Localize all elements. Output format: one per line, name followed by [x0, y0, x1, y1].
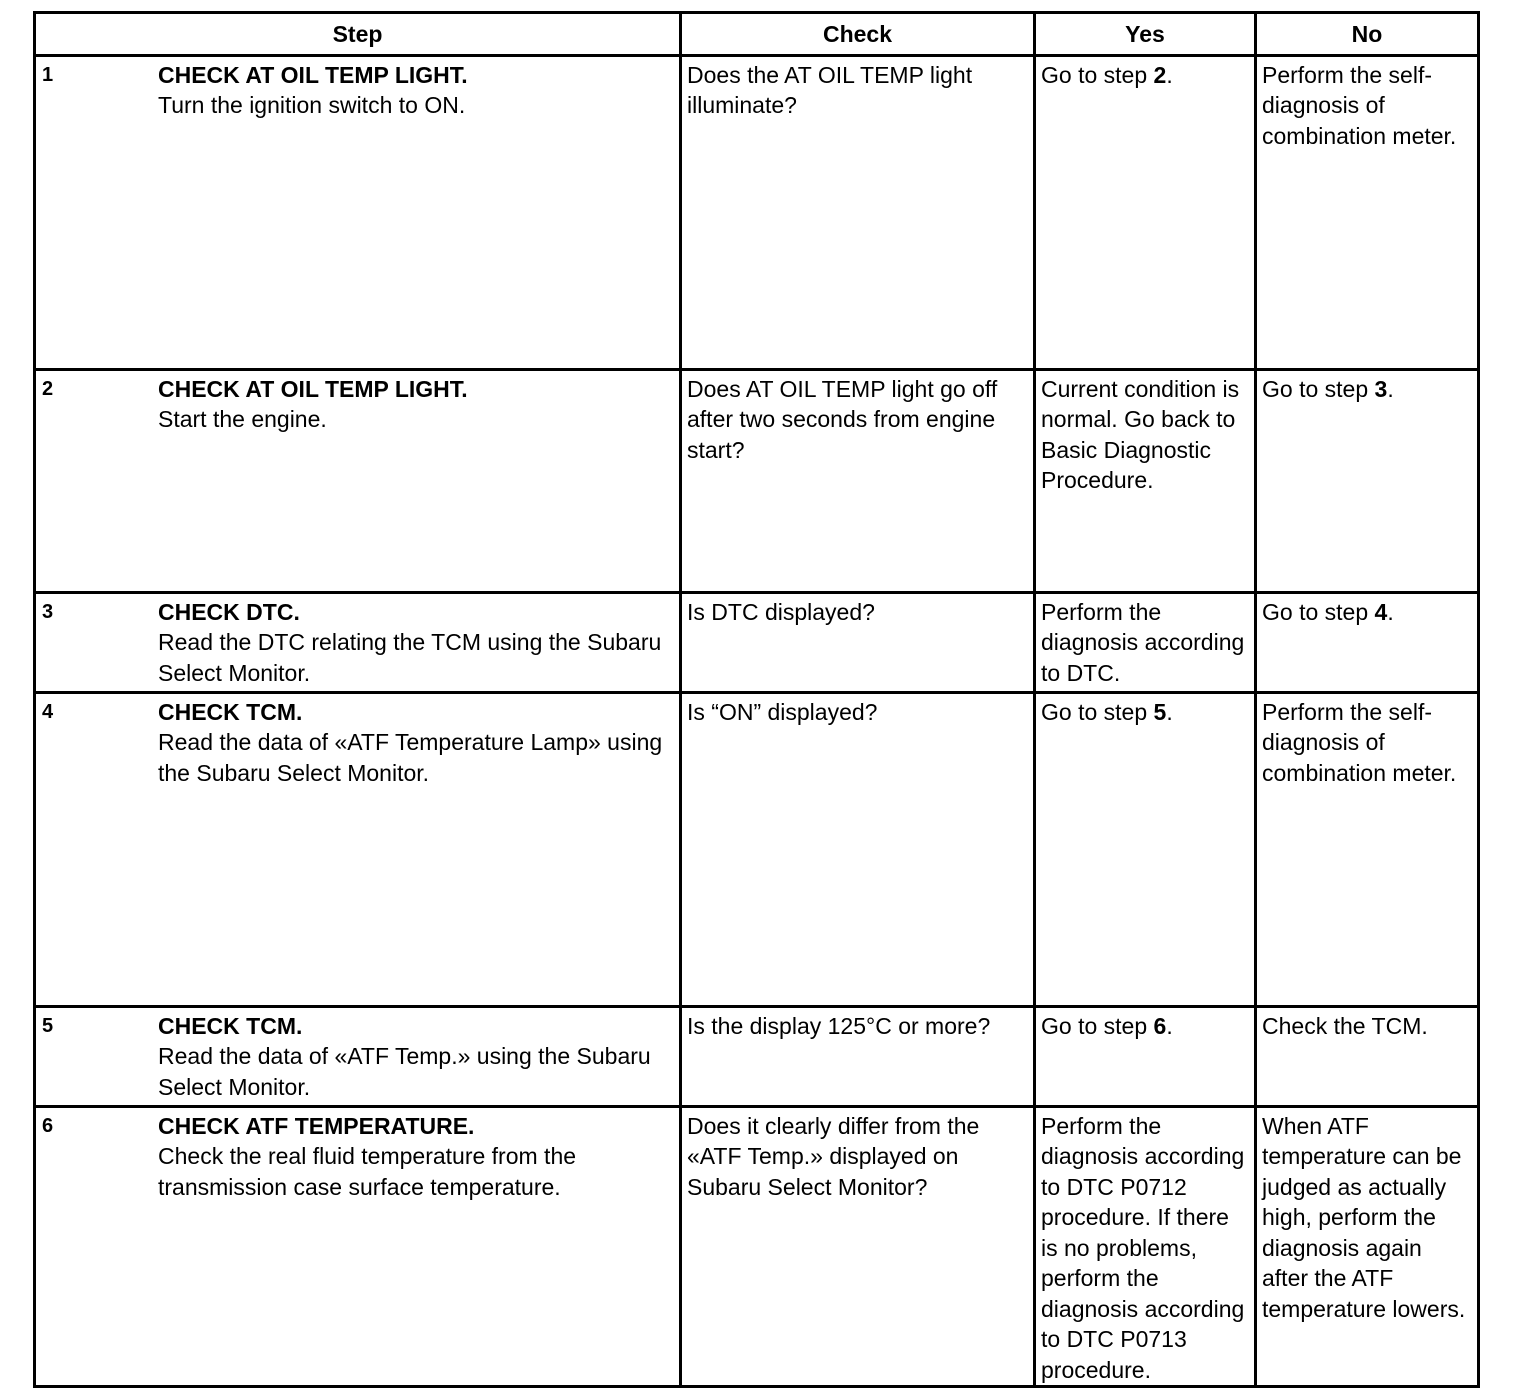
step-cell	[35, 692, 681, 1006]
check-cell: Does AT OIL TEMP light go off after two seconds from engine start?	[681, 369, 1035, 592]
yes-text: Go to step	[1041, 698, 1154, 725]
no-text: Go to step	[1262, 375, 1375, 402]
step-action: Start the engine.	[158, 406, 327, 432]
yes-text: Go to step	[1041, 1012, 1154, 1039]
step-title: CHECK TCM.	[158, 1012, 303, 1039]
no-cell	[1256, 1006, 1479, 1106]
step-number: 5	[42, 1014, 54, 1037]
step-cell	[35, 592, 681, 692]
yes-text: Go to step	[1041, 61, 1154, 88]
step-title: CHECK DTC.	[158, 598, 300, 625]
header-yes: Yes	[1035, 13, 1256, 56]
step-number: 4	[42, 700, 54, 723]
step-action: Check the real fluid temperature from the transmission case surface temperature.	[158, 1143, 577, 1200]
check-cell: Is DTC displayed?	[681, 592, 1035, 692]
yes-step-ref: 5	[1153, 698, 1167, 725]
no-text: Go to step	[1262, 598, 1375, 625]
no-step-ref: 4	[1374, 598, 1388, 625]
step-number: 3	[42, 600, 54, 623]
diagnostic-table	[33, 11, 1480, 1388]
table-row	[35, 1106, 1479, 1387]
yes-step-ref: 6	[1153, 1012, 1167, 1039]
step-title: CHECK AT OIL TEMP LIGHT.	[158, 375, 468, 402]
no-text-end: .	[1387, 375, 1394, 402]
yes-cell	[1035, 1106, 1256, 1387]
step-number: 6	[42, 1114, 54, 1137]
check-cell: Does it clearly differ from the «ATF Temp.» displayed on Subaru Select Monitor?	[681, 1106, 1035, 1387]
table-row	[35, 369, 1479, 592]
step-action: Read the data of «ATF Temperature Lamp» using the Subaru Select Monitor.	[158, 729, 663, 786]
no-text-end: .	[1387, 598, 1394, 625]
no-cell	[1256, 1106, 1479, 1387]
no-text: When ATF temperature can be judged as actually high, perform the diagnosis again after the ATF temperature lowers.	[1262, 1112, 1466, 1322]
table-row	[35, 592, 1479, 692]
step-action: Read the DTC relating the TCM using the Subaru Select Monitor.	[158, 629, 662, 686]
header-check: Check	[681, 13, 1035, 56]
header-step: Step	[35, 13, 681, 56]
table-row	[35, 692, 1479, 1006]
yes-cell	[1035, 369, 1256, 592]
yes-cell	[1035, 592, 1256, 692]
no-cell	[1256, 55, 1479, 369]
no-text: Perform the self-diagnosis of combination meter.	[1262, 698, 1457, 786]
yes-text: Perform the diagnosis according to DTC.	[1041, 598, 1245, 686]
yes-text-end: .	[1166, 61, 1173, 88]
yes-cell	[1035, 1006, 1256, 1106]
yes-text-end: .	[1166, 698, 1173, 725]
yes-text: Current condition is normal. Go back to Basic Diagnostic Procedure.	[1041, 375, 1240, 493]
step-cell	[35, 1006, 681, 1106]
step-number: 2	[42, 377, 54, 400]
yes-step-ref: 2	[1153, 61, 1167, 88]
step-cell	[35, 1106, 681, 1387]
no-text: Perform the self-diagnosis of combination meter.	[1262, 61, 1457, 149]
table-header-row	[35, 13, 1479, 56]
yes-text: Perform the diagnosis according to DTC P0712 procedure. If there is no problems, perform the diagnosis according to DTC P0713 procedure.	[1041, 1112, 1245, 1383]
header-no: No	[1256, 13, 1479, 56]
step-title: CHECK TCM.	[158, 698, 303, 725]
step-action: Turn the ignition switch to ON.	[158, 92, 466, 118]
step-action: Read the data of «ATF Temp.» using the Subaru Select Monitor.	[158, 1043, 651, 1100]
table-row	[35, 1006, 1479, 1106]
step-number: 1	[42, 63, 54, 86]
check-cell: Does the AT OIL TEMP light illuminate?	[681, 55, 1035, 369]
step-cell	[35, 369, 681, 592]
yes-cell	[1035, 55, 1256, 369]
no-cell	[1256, 692, 1479, 1006]
yes-cell	[1035, 692, 1256, 1006]
step-cell	[35, 55, 681, 369]
step-title: CHECK AT OIL TEMP LIGHT.	[158, 61, 468, 88]
no-text: Check the TCM.	[1262, 1012, 1428, 1039]
yes-text-end: .	[1166, 1012, 1173, 1039]
no-cell	[1256, 592, 1479, 692]
check-cell: Is the display 125°C or more?	[681, 1006, 1035, 1106]
diagnostic-procedure-document	[33, 11, 1477, 1388]
no-cell	[1256, 369, 1479, 592]
step-title: CHECK ATF TEMPERATURE.	[158, 1112, 475, 1139]
check-cell: Is “ON” displayed?	[681, 692, 1035, 1006]
no-step-ref: 3	[1374, 375, 1388, 402]
table-row	[35, 55, 1479, 369]
